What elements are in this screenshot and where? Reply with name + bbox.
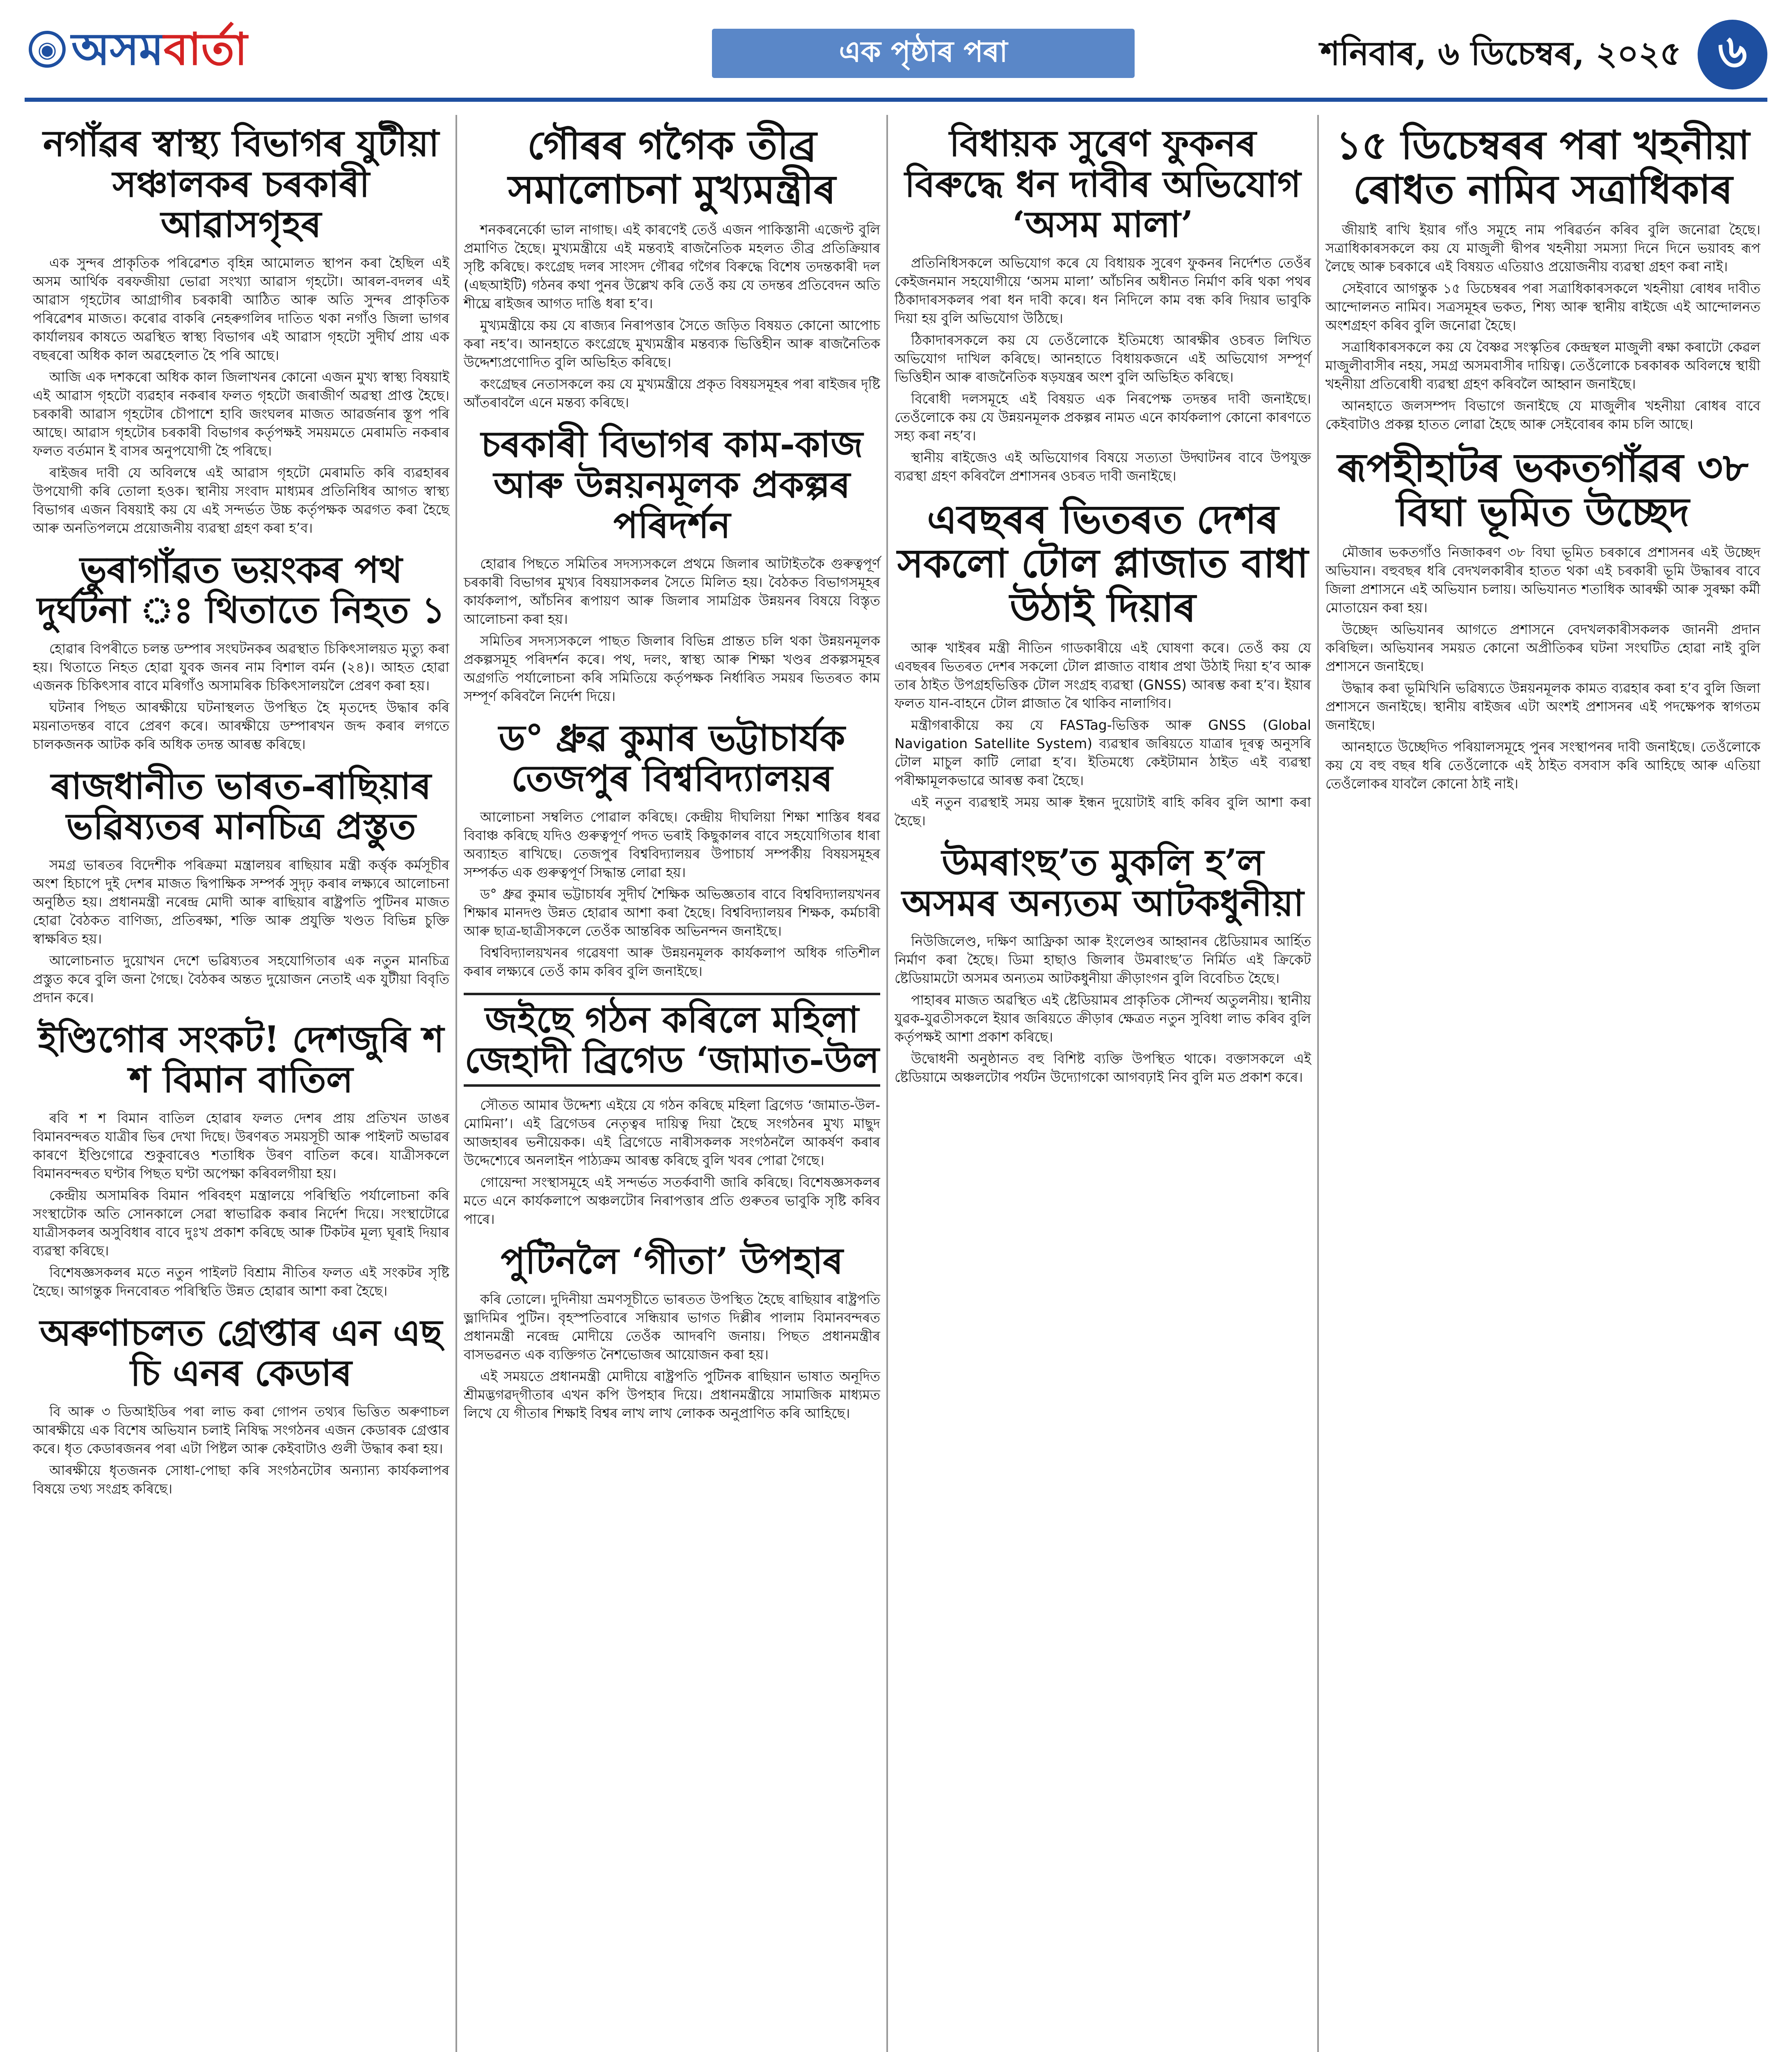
- logo-part1: অসম: [71, 23, 164, 75]
- paragraph: পাহাৰৰ মাজত অৱস্থিত এই ষ্টেডিয়ামৰ প্ৰাকৃতিক সৌন্দৰ্য অতুলনীয়। স্থানীয় যুৱক-যুৱতীসকলে ইয়াৰ জৰিয়তে ক্ৰীড়াৰ ক্ষেত্ৰত নতুন সুবিধা লাভ কৰিব বুলি কৰ্তৃপক্ষই আশা প্ৰকাশ কৰিছে।: [895, 992, 1311, 1045]
- story-body: [895, 932, 1311, 1086]
- paragraph: আজি এক দশকৰো অধিক কাল জিলাখনৰ কোনো এজন মুখ্য স্বাস্থ্য বিষয়াই এই আৱাস গৃহটো ব্যৱহাৰ নকৰাৰ ফলত গৃহটো জৰাজীৰ্ণ অৱস্থা প্ৰাপ্ত হৈছে। চৰকাৰী আৱাস গৃহটোৰ চৌপাশে হাবি জংঘলৰ মাজত আৱৰ্জনাৰ স্তূপ পৰি আছে। আৱাস গৃহটোৰ চৰকাৰী বিভাগৰ কৰ্তৃপক্ষই সময়মতে মেৰামতি নকৰাৰ ফলত বৰ্তমান ই বাসৰ অনুপযোগী হৈ পৰিছে।: [33, 369, 449, 459]
- paragraph: নিউজিলেণ্ড, দক্ষিণ আফ্ৰিকা আৰু ইংলেণ্ডৰ আহ্বানৰ ষ্টেডিয়ামৰ আৰ্হিত নিৰ্মাণ কৰা হৈছে। ডিমা হাছাও জিলাৰ উমৰাংছ’ত নিৰ্মিত এই ক্ৰিকেট ষ্টেডিয়ামটো অসমৰ অন্যতম আটকধুনীয়া ক্ৰীড়াংগন বুলি বিবেচিত হৈছে।: [895, 933, 1311, 987]
- headline: এবছৰৰ ভিতৰত দেশৰ সকলো টোল প্লাজাত বাধা উঠাই দিয়াৰ: [897, 496, 1309, 631]
- paragraph: মুখ্যমন্ত্ৰীয়ে কয় যে ৰাজ্যৰ নিৰাপত্তাৰ সৈতে জড়িত বিষয়ত কোনো আপোচ কৰা নহ’ব। আনহাতে কংগ্ৰেছে মুখ্যমন্ত্ৰীৰ মন্তব্যক ভিত্তিহীন আৰু ৰাজনৈতিক উদ্দেশ্যপ্ৰণোদিত বুলি অভিহিত কৰিছে।: [464, 317, 880, 371]
- story-umrangso-stadium: [895, 842, 1311, 1086]
- column-2: [464, 115, 880, 1435]
- story-body: [464, 1096, 880, 1228]
- story-gaurav-gogoi: [464, 123, 880, 412]
- paragraph: কৰি তোলে। দুদিনীয়া ভ্ৰমণসূচীতে ভাৰতত উপস্থিত হৈছে ৰাছিয়াৰ ৰাষ্ট্ৰপতি ভ্লাদিমিৰ পুটিন। বৃহস্পতিবাৰে সন্ধিয়াৰ ভাগত দিল্লীৰ পালাম বিমানবন্দৰত প্ৰধানমন্ত্ৰী নৰেন্দ্ৰ মোদীয়ে তেওঁক আদৰণি জনায়। পিছত প্ৰধানমন্ত্ৰীৰ বাসভৱনত এক ব্যক্তিগত নৈশভোজৰ আয়োজন কৰা হয়।: [464, 1291, 880, 1363]
- headline: নগাঁৱৰ স্বাস্থ্য বিভাগৰ যুটীয়া সঞ্চালকৰ চৰকাৰী আৱাসগৃহৰ: [43, 122, 439, 246]
- story-nagaon-health: [33, 123, 449, 537]
- paragraph: বিৰোধী দলসমূহে এই বিষয়ত এক নিৰপেক্ষ তদন্তৰ দাবী জনাইছে। তেওঁলোকে কয় যে উন্নয়নমূলক প্ৰকল্পৰ নামত এনে কাৰ্যকলাপ কোনো কাৰণতে সহ্য কৰা নহ’ব।: [895, 390, 1311, 444]
- story-indigo: [33, 1019, 449, 1300]
- story-body: [895, 254, 1311, 485]
- story-rupohihat-eviction: [1325, 446, 1760, 793]
- paragraph: হোৱাৰ পিছতে সমিতিৰ সদস্যসকলে প্ৰথমে জিলাৰ আটাইতকৈ গুৰুত্বপূৰ্ণ চৰকাৰী বিভাগৰ মুখ্যৰ বিষয়াসকলৰ সৈতে মিলিত হয়। বৈঠকত বিভাগসমূহৰ কাৰ্যকলাপ, আঁচনিৰ ৰূপায়ণ আৰু জিলাৰ সামগ্ৰিক উন্নয়নৰ বিষয়ে বিস্তৃত আলোচনা কৰা হয়।: [464, 555, 880, 627]
- paragraph: মন্ত্ৰীগৰাকীয়ে কয় যে FASTag-ভিত্তিক আৰু GNSS (Global Navigation Satellite System) ব্যৱস্থাৰ জৰিয়তে যাত্ৰাৰ দূৰত্ব অনুসৰি টোল মাচুল কাটি লোৱা হ’ব। ইতিমধ্যে কেইটামান ঠাইত এই ব্যৱস্থা পৰীক্ষামূলকভাৱে আৰম্ভ কৰা হৈছে।: [895, 717, 1311, 789]
- headline: বিধায়ক সুৰেণ ফুকনৰ বিৰুদ্ধে ধন দাবীৰ অভিযোগ ‘অসম মালা’: [904, 122, 1301, 246]
- story-satradhikar-erosion: [1325, 123, 1760, 433]
- paragraph: সৌতত আমাৰ উদ্দেশ্য এইয়ে যে গঠন কৰিছে মহিলা ব্ৰিগেড ‘জামাত-উল-মোমিনা’। এই ব্ৰিগেডৰ নেতৃত্বৰ দায়িত্ব দিয়া হৈছে সংগঠনৰ মুখ্য মাছুদ আজহাৰৰ ভনীয়েকক। এই ব্ৰিগেডে নাৰীসকলক সংগঠনলৈ আকৰ্ষণ কৰাৰ উদ্দেশ্যেৰে অনলাইন পাঠ্যক্ৰম আৰম্ভ কৰিছে বুলি খবৰ পোৱা গৈছে।: [464, 1097, 880, 1168]
- masthead-rule: [25, 98, 1767, 102]
- paragraph: জীয়াই ৰাখি ইয়াৰ গাঁও সমূহে নাম পৰিৱৰ্তন কৰিব বুলি জনোৱা হৈছে। সত্ৰাধিকাৰসকলে কয় যে মাজুলী দ্বীপৰ খহনীয়া সমস্যা দিনে দিনে ভয়াবহ ৰূপ লৈছে আৰু চৰকাৰে এই বিষয়ত এতিয়াও প্ৰয়োজনীয় ব্যৱস্থা গ্ৰহণ কৰা নাই।: [1325, 222, 1760, 275]
- story-suren-phukan: [895, 123, 1311, 485]
- story-toll-plaza: [895, 497, 1311, 830]
- story-body: [895, 639, 1311, 830]
- story-arunachal-arrest: [33, 1312, 449, 1498]
- paragraph: আলোচনাত দুয়োখন দেশে ভৱিষ্যতৰ সহযোগিতাৰ এক নতুন মানচিত্ৰ প্ৰস্তুত কৰে বুলি জনা গৈছে। বৈঠকৰ অন্তত দুয়োজন নেতাই এক যুটীয়া বিবৃতি প্ৰদান কৰে।: [33, 952, 449, 1005]
- headline: ৰূপহীহাটৰ ভকতগাঁৱৰ ৩৮ বিঘা ভূমিত উচ্ছেদ: [1337, 444, 1749, 535]
- headline: অৰুণাচলত গ্ৰেপ্তাৰ এন এছ চি এনৰ কেডাৰ: [40, 1311, 442, 1395]
- headline: ৰাজধানীত ভাৰত-ৰাছিয়াৰ ভৱিষ্যতৰ মানচিত্ৰ প্ৰস্তুত: [51, 764, 431, 848]
- paragraph: স্থানীয় ৰাইজেও এই অভিযোগৰ বিষয়ে সত্যতা উদ্ঘাটনৰ বাবে উপযুক্ত ব্যৱস্থা গ্ৰহণ কৰিবলৈ প্ৰশাসনৰ ওচৰত দাবী জনাইছে।: [895, 449, 1311, 484]
- section-banner: এক পৃষ্ঠাৰ পৰা: [712, 29, 1135, 78]
- masthead: [0, 0, 1792, 103]
- paragraph: শনকৰনেৰ্কো ভাল নাগাছ। এই কাৰণেই তেওঁ এজন পাকিস্তানী এজেণ্ট বুলি প্ৰমাণিত হৈছে। মুখ্যমন্ত্ৰীয়ে এই মন্তব্যই ৰাজনৈতিক মহলত তীব্ৰ প্ৰতিক্ৰিয়াৰ সৃষ্টি কৰিছে। কংগ্ৰেছ দলৰ সাংসদ গৌৰৱ গগৈৰ বিৰুদ্ধে বিশেষ তদন্তকাৰী দল (এছআইটি) গঠনৰ কথা পুনৰ উল্লেখ কৰি তেওঁ কয় যে তদন্তৰ প্ৰতিবেদন অতি শীঘ্ৰে ৰাইজৰ আগত দাঙি ধৰা হ’ব।: [464, 222, 880, 312]
- paragraph: উদ্ধাৰ কৰা ভূমিখিনি ভৱিষ্যতে উন্নয়নমূলক কামত ব্যৱহাৰ কৰা হ’ব বুলি জিলা প্ৰশাসনে জনাইছে। স্থানীয় ৰাইজৰ এটা অংশই প্ৰশাসনৰ এই পদক্ষেপক স্বাগতম জনাইছে।: [1325, 680, 1760, 733]
- column-1: [33, 115, 449, 1510]
- story-body: [1325, 543, 1760, 793]
- page-number: ৬: [1698, 20, 1767, 89]
- paragraph: ড° ধ্ৰুৱ কুমাৰ ভট্টাচাৰ্যৰ সুদীৰ্ঘ শৈক্ষিক অভিজ্ঞতাৰ বাবে বিশ্ববিদ্যালয়খনৰ শিক্ষাৰ মানদণ্ড উন্নত হোৱাৰ আশা কৰা হৈছে। বিশ্ববিদ্যালয়ৰ শিক্ষক, কৰ্মচাৰী আৰু ছাত্ৰ-ছাত্ৰীসকলে তেওঁক আন্তৰিক অভিনন্দন জনাইছে।: [464, 886, 880, 939]
- logo-part2: বাৰ্তা: [163, 23, 247, 75]
- paragraph: বিশেষজ্ঞসকলৰ মতে নতুন পাইলট বিশ্ৰাম নীতিৰ ফলত এই সংকটৰ সৃষ্টি হৈছে। আগন্তুক দিনবোৰত পৰিস্থিতি উন্নত হোৱাৰ আশা কৰা হৈছে।: [33, 1264, 449, 1299]
- headline: চৰকাৰী বিভাগৰ কাম-কাজ আৰু উন্নয়নমূলক প্ৰকল্পৰ পৰিদৰ্শন: [481, 423, 863, 547]
- paragraph: আনহাতে জলসম্পদ বিভাগে জনাইছে যে মাজুলীৰ খহনীয়া ৰোধৰ বাবে কেইবাটাও প্ৰকল্প হাতত লোৱা হৈছে আৰু সেইবোৰৰ কাম চলি আছে।: [1325, 398, 1760, 433]
- paragraph: বি আৰু ৩ ডিআইডিৰ পৰা লাভ কৰা গোপন তথ্যৰ ভিত্তিত অৰুণাচল আৰক্ষীয়ে এক বিশেষ অভিযান চলাই নিষিদ্ধ সংগঠনৰ এজন কেডাৰক গ্ৰেপ্তাৰ কৰে। ধৃত কেডাৰজনৰ পৰা এটা পিষ্টল আৰু কেইবাটাও গুলী উদ্ধাৰ কৰা হয়।: [33, 1404, 449, 1457]
- story-body: [464, 220, 880, 412]
- column-3: [895, 115, 1311, 1099]
- column-divider: [886, 115, 888, 2052]
- headline: ভুৰাগাঁৱত ভয়ংকৰ পথ দুৰ্ঘটনা ঃ থিতাতে নিহত ১: [37, 548, 445, 632]
- story-putin-gita: [464, 1241, 880, 1423]
- column-divider: [1317, 115, 1319, 2052]
- paragraph: সমিতিৰ সদস্যসকলে পাছত জিলাৰ বিভিন্ন প্ৰান্তত চলি থকা উন্নয়নমূলক প্ৰকল্পসমূহ পৰিদৰ্শন কৰে। পথ, দলং, স্বাস্থ্য আৰু শিক্ষা খণ্ডৰ প্ৰকল্পসমূহৰ অগ্ৰগতি পৰ্যালোচনা কৰি সমিতিয়ে কৰ্তৃপক্ষক নিৰ্ধাৰিত সময়ৰ ভিতৰত কাম সম্পূৰ্ণ কৰিবলৈ নিৰ্দেশ দিয়ে।: [464, 632, 880, 704]
- paragraph: প্ৰতিনিধিসকলে অভিযোগ কৰে যে বিধায়ক সুৰেণ ফুকনৰ নিৰ্দেশত তেওঁৰ কেইজনমান সহযোগীয়ে ‘অসম মালা’ আঁচনিৰ অধীনত নিৰ্মাণ কৰি থকা পথৰ ঠিকাদাৰসকলৰ পৰা ধন দাবী কৰে। ধন নিদিলে কাম বন্ধ কৰি দিয়াৰ ভাবুকি দিয়া হয় বুলি অভিযোগ উঠিছে।: [895, 254, 1311, 326]
- story-body: [33, 1109, 449, 1300]
- paragraph: এক সুন্দৰ প্ৰাকৃতিক পৰিৱেশত বৃহিন্ন আমোলত স্থাপন কৰা হৈছিল এই অসম আৰ্থিক বৰফজীয়া ভোৱা সংখ্যা আৱাস গৃহটো। আৰল-বদলৰ এই আৱাস গৃহটোৰ আগ্ৰাগীৰ চৰকাৰী আঠিত আৰু অতি সুন্দৰ প্ৰাকৃতিক পৰিৱেশৰ মাজত। কৰোৱ বাকৰি নেহৰুগলিৰ দাতিত থকা নগাঁও জিলা ভাগৰ কাৰ্যালয়ৰ কাষতে অৱস্থিত স্বাস্থ্য বিভাগৰ এই আৱাস গৃহটো সুদীৰ্ঘ প্ৰায় এক বছৰৰো অধিক কাল অৱহেলাত হৈ পৰি আছে।: [33, 254, 449, 363]
- paragraph: কেন্দ্ৰীয় অসামৰিক বিমান পৰিবহণ মন্ত্ৰালয়ে পৰিস্থিতি পৰ্যালোচনা কৰি সংস্থাটোক অতি সোনকালে সেৱা স্বাভাৱিক কৰাৰ নিৰ্দেশ দিয়ে। সংস্থাটোৱে যাত্ৰীসকলৰ অসুবিধাৰ বাবে দুঃখ প্ৰকাশ কৰিছে আৰু টিকটৰ মূল্য ঘূৰাই দিয়াৰ ব্যৱস্থা কৰিছে।: [33, 1187, 449, 1259]
- paragraph: গোয়েন্দা সংস্থাসমূহে এই সন্দৰ্ভত সতৰ্কবাণী জাৰি কৰিছে। বিশেষজ্ঞসকলৰ মতে এনে কাৰ্যকলাপে অঞ্চলটোৰ নিৰাপত্তাৰ প্ৰতি গুৰুতৰ ভাবুকি সৃষ্টি কৰিব পাৰে।: [464, 1174, 880, 1227]
- headline: গৌৰৰ গগৈক তীব্ৰ সমালোচনা মুখ্যমন্ত্ৰীৰ: [508, 122, 836, 213]
- story-jaish-brigade: [464, 993, 880, 1228]
- paragraph: ৰবি শ শ বিমান বাতিল হোৱাৰ ফলত দেশৰ প্ৰায় প্ৰতিখন ডাঙৰ বিমানবন্দৰত যাত্ৰীৰ ভিৰ দেখা দিছে। উৰণৰত সময়সূচী আৰু পাইলট অভাৱৰ কাৰণে ইণ্ডিগোৱে শুকুবাৰেও শতাধিক উৰণ বাতিল কৰে। যাত্ৰীসকলে বিমানবন্দৰত ঘণ্টাৰ পিছত ঘণ্টা অপেক্ষা কৰিবলগীয়া হয়।: [33, 1110, 449, 1182]
- story-india-russia: [33, 766, 449, 1007]
- headline: ইণ্ডিগোৰ সংকট! দেশজুৰি শ শ বিমান বাতিল: [38, 1017, 444, 1101]
- paragraph: বিশ্ববিদ্যালয়খনৰ গৱেষণা আৰু উন্নয়নমূলক কাৰ্যকলাপ অধিক গতিশীল কৰাৰ লক্ষ্যৰে তেওঁ কাম কৰিব বুলি জনাইছে।: [464, 944, 880, 979]
- paragraph: মৌজাৰ ভকতগাঁও নিজাকৰণ ৩৮ বিঘা ভূমিত চৰকাৰে প্ৰশাসনৰ এই উচ্ছেদ অভিযান। বহুবছৰ ধৰি বেদখলকাৰীৰ হাতত থকা এই চৰকাৰী ভূমি উদ্ধাৰৰ বাবে জিলা প্ৰশাসনে এই অভিযান চলায়। অভিযানত শতাধিক আৰক্ষী আৰু সুৰক্ষা কৰ্মী মোতায়েন কৰা হয়।: [1325, 544, 1760, 616]
- headline: পুটিনলৈ ‘গীতা’ উপহাৰ: [501, 1239, 843, 1282]
- story-road-accident: [33, 550, 449, 753]
- story-body: [33, 254, 449, 537]
- story-body: [33, 1402, 449, 1498]
- paragraph: হোৱাৰ বিপৰীতে চলন্ত ডম্পাৰ সংঘটনকৰ অৱস্থাত চিকিৎসালয়ত মৃত্যু কৰা হয়। থিতাতে নিহত হোৱা যুবক জনৰ নাম বিশাল বৰ্মন (২৪)। আহত হোৱা এজনক চিকিৎসাৰ বাবে মৰিগাঁও অসামৰিক চিকিৎসালয়লৈ প্ৰেৰণ কৰা হয়।: [33, 640, 449, 694]
- paragraph: ঘটনাৰ পিছত আৰক্ষীয়ে ঘটনাস্থলত উপস্থিত হৈ মৃতদেহ উদ্ধাৰ কৰি ময়নাতদন্তৰ বাবে প্ৰেৰণ কৰে। আৰক্ষীয়ে ডম্পাৰখন জব্দ কৰাৰ লগতে চালকজনক আটক কৰি অধিক তদন্ত আৰম্ভ কৰিছে।: [33, 699, 449, 752]
- paragraph: আৰক্ষীয়ে ধৃতজনক সোধা-পোছা কৰি সংগঠনটোৰ অন্যান্য কাৰ্যকলাপৰ বিষয়ে তথ্য সংগ্ৰহ কৰিছে।: [33, 1462, 449, 1497]
- paragraph: কংগ্ৰেছৰ নেতাসকলে কয় যে মুখ্যমন্ত্ৰীয়ে প্ৰকৃত বিষয়সমূহৰ পৰা ৰাইজৰ দৃষ্টি আঁতৰাবলৈ এনে মন্তব্য কৰিছে।: [464, 376, 880, 411]
- paragraph: সমগ্ৰ ভাৰতৰ বিদেশীক পৰিক্ৰমা মন্ত্ৰালয়ৰ ৰাছিয়াৰ মন্ত্ৰী কৰ্ত্তৃক কৰ্মসূচীৰ অংশ হিচাপে দুই দেশৰ মাজত দ্বিপাক্ষিক সম্পৰ্ক সুদৃঢ় কৰাৰ লক্ষ্যৰে আলোচনা অনুষ্ঠিত হয়। প্ৰধানমন্ত্ৰী নৰেন্দ্ৰ মোদী আৰু ৰাছিয়াৰ ৰাষ্ট্ৰপতি পুটিনৰ মাজত হোৱা বৈঠকত বাণিজ্য, প্ৰতিৰক্ষা, শক্তি আৰু প্ৰযুক্তি খণ্ডত বিভিন্ন চুক্তি স্বাক্ষৰিত হয়।: [33, 857, 450, 947]
- story-body: [464, 808, 880, 980]
- story-govt-inspection: [464, 424, 880, 705]
- date: শনিবাৰ, ৬ ডিচেম্বৰ, ২০২৫: [1320, 34, 1681, 73]
- paragraph: সত্ৰাধিকাৰসকলে কয় যে বৈষ্ণৱ সংস্কৃতিৰ কেন্দ্ৰস্থল মাজুলী ৰক্ষা কৰাটো কেৱল মাজুলীবাসীৰ নহয়, সমগ্ৰ অসমবাসীৰ দায়িত্ব। তেওঁলোকে চৰকাৰক অবিলম্বে স্থায়ী খহনীয়া প্ৰতিৰোধী ব্যৱস্থা গ্ৰহণ কৰিবলৈ আহ্বান জনাইছে।: [1325, 339, 1760, 392]
- paragraph: ঠিকাদাৰসকলে কয় যে তেওঁলোকে ইতিমধ্যে আৰক্ষীৰ ওচৰত লিখিত অভিযোগ দাখিল কৰিছে। আনহাতে বিধায়কজনে এই অভিযোগ সম্পূৰ্ণ ভিত্তিহীন আৰু ৰাজনৈতিক ষড়যন্ত্ৰৰ অংশ বুলি অভিহিত কৰিছে।: [895, 332, 1311, 385]
- paragraph: এই নতুন ব্যৱস্থাই সময় আৰু ইন্ধন দুয়োটাই ৰাহি কৰিব বুলি আশা কৰা হৈছে।: [895, 794, 1311, 829]
- story-body: [33, 856, 449, 1007]
- logo-text: [71, 23, 247, 75]
- globe-icon: ◉: [29, 31, 66, 68]
- paragraph: ৰাইজৰ দাবী যে অবিলম্বে এই আৱাস গৃহটো মেৰামতি কৰি ব্যৱহাৰৰ উপযোগী কৰি তোলা হওক। স্থানীয় সংবাদ মাধ্যমৰ প্ৰতিনিধিৰ আগত স্বাস্থ্য বিভাগৰ এজন বিষয়াই কয় যে এই সন্দৰ্ভত উচ্চ কৰ্তৃপক্ষক অৱগত কৰা হৈছে আৰু অনতিপলমে প্ৰয়োজনীয় ব্যৱস্থা গ্ৰহণ কৰা হ’ব।: [33, 464, 449, 536]
- column-4: [1325, 115, 1760, 805]
- story-tezpur-university: [464, 718, 880, 980]
- story-body: [464, 1290, 880, 1422]
- paragraph: উদ্বোধনী অনুষ্ঠানত বহু বিশিষ্ট ব্যক্তি উপস্থিত থাকে। বক্তাসকলে এই ষ্টেডিয়ামে অঞ্চলটোৰ পৰ্যটন উদ্যোগকো আগবঢ়াই নিব বুলি মত প্ৰকাশ কৰে।: [895, 1051, 1311, 1086]
- paragraph: আলোচনা সম্বলিত পোৱাল কৰিছে। কেন্দ্ৰীয় দীঘলিয়া শিক্ষা শাস্তিৰ ধৰৱ বিবাঞ্চ কৰিছে যদিও গুৰুত্বপূৰ্ণ পদত ভৰাই কিছুকালৰ বাবে সহযোগিতাৰ ধাৰা অব্যাহত ৰাখিছে। তেজপুৰ বিশ্ববিদ্যালয়ৰ উপাচাৰ্য সম্পৰ্কীয় বিষয়সমূহৰ সম্পৰ্কত এক গুৰুত্বপূৰ্ণ সিদ্ধান্ত লোৱা হয়।: [464, 808, 880, 880]
- column-divider: [455, 115, 457, 2052]
- headline: উমৰাংছ’ত মুকলি হ’ল অসমৰ অন্যতম আটকধুনীয়া: [902, 841, 1304, 924]
- headline: ১৫ ডিচেম্বৰৰ পৰা খহনীয়া ৰোধত নামিব সত্ৰাধিকাৰ: [1336, 122, 1750, 213]
- paragraph: আনহাতে উচ্ছেদিত পৰিয়ালসমূহে পুনৰ সংস্থাপনৰ দাবী জনাইছে। তেওঁলোকে কয় যে বহু বছৰ ধৰি তেওঁলোকে এই ঠাইত বসবাস কৰি আহিছে আৰু এতিয়া তেওঁলোকৰ যাবলৈ কোনো ঠাই নাই।: [1325, 739, 1760, 792]
- story-body: [464, 554, 880, 705]
- paragraph: সেইবাবে আগন্তুক ১৫ ডিচেম্বৰৰ পৰা সত্ৰাধিকাৰসকলে খহনীয়া ৰোধৰ দাবীত আন্দোলনত নামিব। সত্ৰসমূহৰ ভকত, শিষ্য আৰু স্থানীয় ৰাইজে এই আন্দোলনত অংশগ্ৰহণ কৰিব বুলি জনোৱা হৈছে।: [1325, 280, 1760, 334]
- logo: [29, 25, 247, 74]
- paragraph: এই সময়তে প্ৰধানমন্ত্ৰী মোদীয়ে ৰাষ্ট্ৰপতি পুটিনক ৰাছিয়ান ভাষাত অনূদিত শ্ৰীমদ্ভগৱদ্‌গীতাৰ এখন কপি উপহাৰ দিয়ে। প্ৰধানমন্ত্ৰীয়ে সামাজিক মাধ্যমত লিখে যে গীতাৰ শিক্ষাই বিশ্বৰ লাখ লাখ লোকক অনুপ্ৰাণিত কৰি আহিছে।: [464, 1368, 880, 1422]
- story-body: [1325, 220, 1760, 433]
- paragraph: উচ্ছেদ অভিযানৰ আগতে প্ৰশাসনে বেদখলকাৰীসকলক জাননী প্ৰদান কৰিছিল। অভিযানৰ সময়ত কোনো অপ্ৰীতিকৰ ঘটনা সংঘটিত হোৱা নাই বুলি প্ৰশাসনে জনাইছে।: [1325, 621, 1760, 675]
- headline: ড° ধ্ৰুৱ কুমাৰ ভট্টাচাৰ্যক তেজপুৰ বিশ্ববিদ্যালয়ৰ: [499, 716, 845, 800]
- headline: জইছে গঠন কৰিলে মহিলা জেহাদী ব্ৰিগেড ‘জামাত-উল: [464, 993, 880, 1087]
- story-body: [33, 639, 449, 753]
- paragraph: আৰু খাইৰৰ মন্ত্ৰী নীতিন গাডকাৰীয়ে এই ঘোষণা কৰে। তেওঁ কয় যে এবছৰৰ ভিতৰত দেশৰ সকলো টোল প্লাজাত বাধাৰ প্ৰথা উঠাই দিয়া হ’ব আৰু তাৰ ঠাইত উপগ্ৰহভিত্তিক টোল সংগ্ৰহ ব্যৱস্থা (GNSS) আৰম্ভ কৰা হ’ব। ইয়াৰ ফলত যান-বাহনে টোল প্লাজাত ৰৈ থাকিব নালাগিব।: [895, 640, 1311, 712]
